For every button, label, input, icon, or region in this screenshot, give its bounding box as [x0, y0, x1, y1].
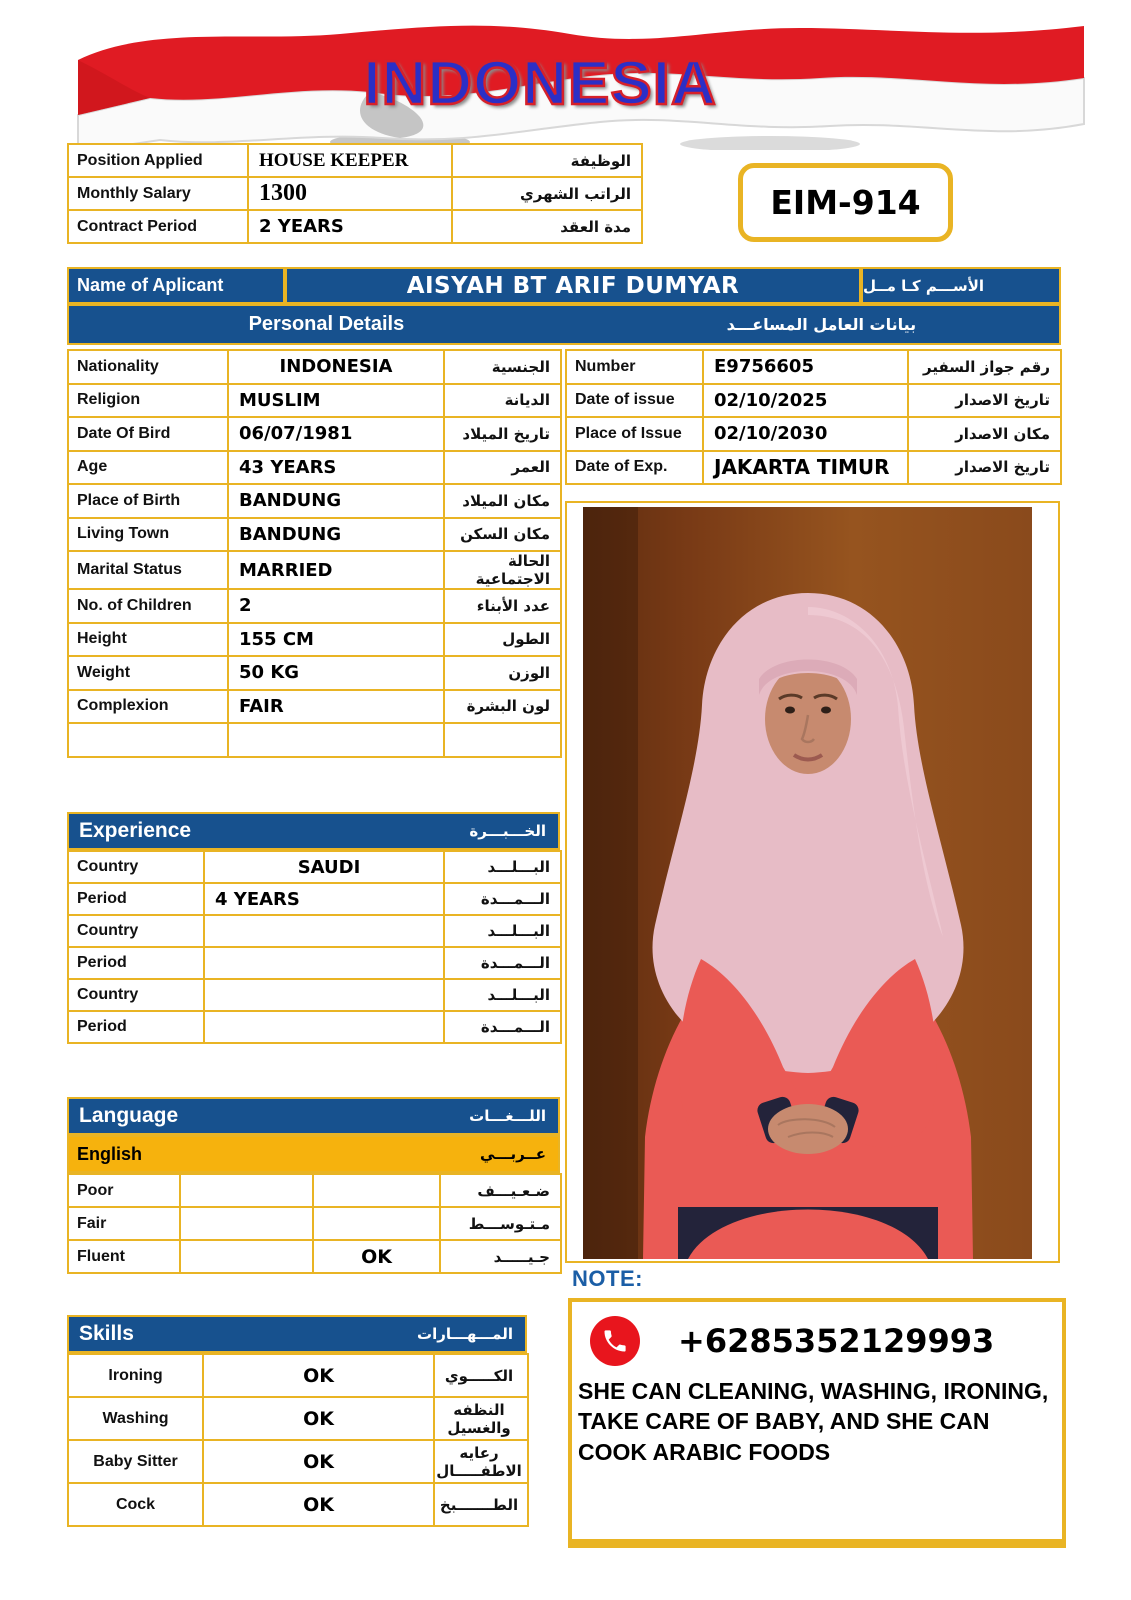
table-row: [68, 589, 561, 623]
row-value: OK: [203, 1397, 434, 1440]
row-arabic: الطول: [444, 623, 561, 657]
row-value: BANDUNG: [228, 484, 444, 518]
row-cell: OK: [313, 1240, 440, 1273]
note-box: [568, 1298, 1066, 1548]
row-label: Ironing: [68, 1354, 203, 1397]
table-row: [68, 210, 642, 243]
row-value: FAIR: [228, 690, 444, 724]
table-row: [68, 1354, 528, 1397]
table-row: [68, 623, 561, 657]
row-label: No. of Children: [68, 589, 228, 623]
row-label: Country: [68, 851, 204, 883]
table-row: [68, 484, 561, 518]
language-table: [67, 1173, 562, 1274]
row-label: Fluent: [68, 1240, 180, 1273]
row-label: Weight: [68, 656, 228, 690]
row-arabic: البـــلـــد: [444, 915, 561, 947]
table-row: [68, 451, 561, 485]
row-label: Marital Status: [68, 551, 228, 589]
table-row: [68, 177, 642, 210]
table-row: [68, 144, 642, 177]
position-summary-table: [67, 143, 643, 244]
contract-period-value: 2 YEARS: [248, 210, 452, 243]
table-row: [68, 384, 561, 418]
monthly-salary-arabic: الراتب الشهري: [452, 177, 642, 210]
experience-header: [67, 812, 560, 850]
row-value: [204, 947, 444, 979]
table-row: [68, 947, 561, 979]
row-label: Age: [68, 451, 228, 485]
position-applied-value: HOUSE KEEPER: [248, 144, 452, 177]
skills-title: Skills: [79, 1322, 134, 1345]
row-arabic: النظفه والغسيل: [434, 1397, 528, 1440]
applicant-photo: [565, 501, 1060, 1263]
row-value: BANDUNG: [228, 518, 444, 552]
row-arabic: مـتـوســـط: [440, 1207, 561, 1240]
row-label: Nationality: [68, 350, 228, 384]
applicant-name-arabic: الأســـم كـا مــل: [861, 267, 1061, 304]
row-value: [204, 979, 444, 1011]
page-title: INDONESIA: [363, 49, 717, 118]
applicant-name-row: [67, 267, 1061, 304]
table-row: [68, 979, 561, 1011]
row-value: 4 YEARS: [204, 883, 444, 915]
row-value: [228, 723, 444, 757]
english-label: English: [77, 1143, 143, 1164]
language-title: Language: [79, 1104, 179, 1127]
row-arabic: رقم جواز السفير: [908, 350, 1061, 384]
row-label: Date of Exp.: [566, 451, 703, 485]
skills-title-arabic: المـــهـــارات: [417, 1325, 513, 1343]
row-label: Cock: [68, 1483, 203, 1526]
row-arabic: جـيـــــد: [440, 1240, 561, 1273]
table-row: [68, 518, 561, 552]
row-label: Complexion: [68, 690, 228, 724]
row-arabic: مكان الميلاد: [444, 484, 561, 518]
personal-details-title: Personal Details: [248, 313, 405, 335]
row-arabic: رعايه الاطفـــــال: [434, 1440, 528, 1483]
skills-header: [67, 1315, 527, 1353]
language-english-row: [67, 1135, 560, 1173]
row-arabic: البـــلـــد: [444, 851, 561, 883]
row-arabic: الـــمـــدة: [444, 883, 561, 915]
contract-period-label: Contract Period: [68, 210, 248, 243]
row-label: Washing: [68, 1397, 203, 1440]
table-row: [566, 384, 1061, 418]
table-row: [68, 723, 561, 757]
passport-details-table: [565, 349, 1062, 485]
experience-title-arabic: الخـــبـــرة: [469, 822, 546, 840]
row-value: OK: [203, 1354, 434, 1397]
monthly-salary-label: Monthly Salary: [68, 177, 248, 210]
position-applied-label: Position Applied: [68, 144, 248, 177]
row-label: Period: [68, 883, 204, 915]
row-arabic: مكان الاصدار: [908, 417, 1061, 451]
row-arabic: العمر: [444, 451, 561, 485]
personal-details-header: [67, 304, 1061, 345]
row-value: E9756605: [703, 350, 908, 384]
row-arabic: تاريخ الميلاد: [444, 417, 561, 451]
table-row: [68, 417, 561, 451]
applicant-name: AISYAH BT ARIF DUMYAR: [285, 267, 861, 304]
row-arabic: الديانة: [444, 384, 561, 418]
row-arabic: تاريخ الاصدار: [908, 384, 1061, 418]
row-arabic: الوزن: [444, 656, 561, 690]
table-row: [566, 451, 1061, 485]
row-cell: [313, 1207, 440, 1240]
row-label: Height: [68, 623, 228, 657]
row-arabic: البـــلـــد: [444, 979, 561, 1011]
row-label: Number: [566, 350, 703, 384]
reference-code-badge: EIM-914: [738, 163, 953, 242]
row-value: MUSLIM: [228, 384, 444, 418]
english-label-arabic: عــربـــي: [479, 1145, 546, 1163]
row-cell: [313, 1174, 440, 1207]
row-arabic: الطـــــــبخ: [434, 1483, 528, 1526]
table-row: [68, 883, 561, 915]
table-row: [68, 1174, 561, 1207]
row-label: Poor: [68, 1174, 180, 1207]
experience-table: [67, 850, 562, 1044]
row-label: Country: [68, 979, 204, 1011]
table-row: [566, 417, 1061, 451]
row-arabic: الـــمـــدة: [444, 1011, 561, 1043]
row-label: Fair: [68, 1207, 180, 1240]
table-row: [68, 690, 561, 724]
phone-number: +6285352129993: [678, 1322, 995, 1360]
experience-title: Experience: [79, 819, 192, 842]
monthly-salary-value: 1300: [248, 177, 452, 210]
contract-period-arabic: مدة العقد: [452, 210, 642, 243]
row-arabic: عدد الأبناء: [444, 589, 561, 623]
note-label: NOTE:: [572, 1266, 643, 1291]
personal-details-left-table: [67, 349, 562, 758]
row-arabic: الكـــــوي: [434, 1354, 528, 1397]
row-value: [204, 915, 444, 947]
row-cell: [180, 1207, 313, 1240]
note-text: SHE CAN CLEANING, WASHING, IRONING, TAKE CARE OF BABY, AND SHE CAN COOK ARABIC FOODS: [578, 1378, 1049, 1465]
table-row: [68, 1397, 528, 1440]
row-arabic: ضـعـيـــف: [440, 1174, 561, 1207]
row-label: Living Town: [68, 518, 228, 552]
table-row: [566, 350, 1061, 384]
table-row: [68, 1483, 528, 1526]
row-value: 155 CM: [228, 623, 444, 657]
table-row: [68, 551, 561, 589]
row-label: Period: [68, 947, 204, 979]
row-arabic: لون البشرة: [444, 690, 561, 724]
row-cell: [180, 1240, 313, 1273]
language-header: [67, 1097, 560, 1135]
row-value: [204, 1011, 444, 1043]
row-arabic: مكان السكن: [444, 518, 561, 552]
row-label: [68, 723, 228, 757]
row-label: Place of Birth: [68, 484, 228, 518]
row-label: Religion: [68, 384, 228, 418]
skills-table: [67, 1353, 529, 1527]
table-row: [68, 350, 561, 384]
phone-row: [590, 1316, 1056, 1366]
row-value: 43 YEARS: [228, 451, 444, 485]
row-label: Period: [68, 1011, 204, 1043]
row-arabic: [444, 723, 561, 757]
table-row: [68, 1240, 561, 1273]
table-row: [68, 1207, 561, 1240]
personal-details-title-arabic: بيانات العامل المساعـــد: [726, 315, 917, 334]
applicant-name-label: Name of Aplicant: [67, 267, 285, 304]
row-value: OK: [203, 1483, 434, 1526]
row-label: Country: [68, 915, 204, 947]
row-value: OK: [203, 1440, 434, 1483]
row-arabic: الجنسية: [444, 350, 561, 384]
row-arabic: الحالة الاجتماعية: [444, 551, 561, 589]
row-value: 50 KG: [228, 656, 444, 690]
row-value: 2: [228, 589, 444, 623]
row-value: SAUDI: [204, 851, 444, 883]
row-label: Date of issue: [566, 384, 703, 418]
row-value: 02/10/2030: [703, 417, 908, 451]
row-label: Date Of Bird: [68, 417, 228, 451]
row-value: MARRIED: [228, 551, 444, 589]
row-arabic: الـــمـــدة: [444, 947, 561, 979]
row-value: JAKARTA TIMUR: [703, 451, 908, 485]
table-row: [68, 656, 561, 690]
phone-icon: [590, 1316, 640, 1366]
table-row: [68, 915, 561, 947]
row-label: Baby Sitter: [68, 1440, 203, 1483]
row-label: Place of Issue: [566, 417, 703, 451]
row-value: 06/07/1981: [228, 417, 444, 451]
language-title-arabic: اللـــغـــات: [469, 1107, 546, 1125]
row-value: 02/10/2025: [703, 384, 908, 418]
position-applied-arabic: الوظيفة: [452, 144, 642, 177]
row-cell: [180, 1174, 313, 1207]
table-row: [68, 1440, 528, 1483]
row-arabic: تاريخ الاصدار: [908, 451, 1061, 485]
table-row: [68, 1011, 561, 1043]
row-value: INDONESIA: [228, 350, 444, 384]
table-row: [68, 851, 561, 883]
